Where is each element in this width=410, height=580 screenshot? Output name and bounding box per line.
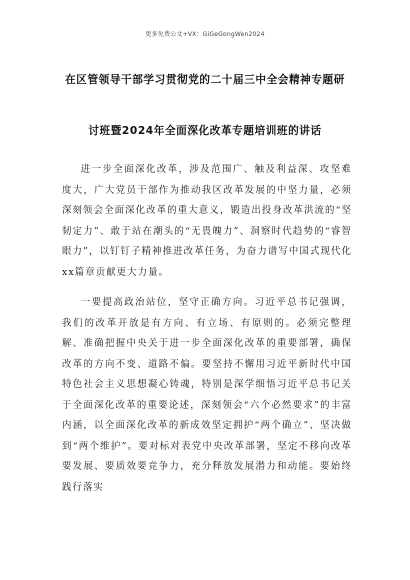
paragraph-point-one: 一要提高政治站位，坚守正确方向。习近平总书记强调，我们的改革开放是有方向、有立场、有原则的。必须完整理解、准确把握中央关于进一步全面深化改革的重要部署，确保改革的方向不变、道路不偏。要坚持不懈用习近平新时代中国特色社会主义思想凝心铸魂，特别是深学细悟习近平总书记关于全面深化改革的重要论述，深刻领会“六个必然要求”的丰富内涵，以全面深化改革的新成效坚定拥护“两个确立”、坚决做到“两个维护”。要对标对表党中央改革部署，坚定不移向改革要发展、要质效要竞争力，充分释放发展潜力和动能。要始终践行落实 <box>62 297 352 493</box>
document-title-line-1: 在区管领导干部学习贯彻党的二十届三中全会精神专题研 <box>65 74 345 86</box>
document-body <box>62 160 352 498</box>
header-note: 更多免费公文+VX：GiGeGongWen2024 <box>145 31 265 38</box>
paragraph-intro: 进一步全面深化改革，涉及范围广、触及利益深、攻坚难度大，广大党员干部作为推动我区改革发展的中坚力量，必须深刻领会全面深化改革的重大意义，锻造出投身改革洪流的“坚韧定力”、敢于站在潮头的“无畏魄力”、洞察时代趋势的“睿智眼力”，以钉钉子精神推进改革任务，为奋力谱写中国式现代化xx篇章贡献更大力量。 <box>62 164 352 278</box>
document-title-line-2: 讨班暨2024年全面深化改革专题培训班的讲话 <box>88 125 322 137</box>
